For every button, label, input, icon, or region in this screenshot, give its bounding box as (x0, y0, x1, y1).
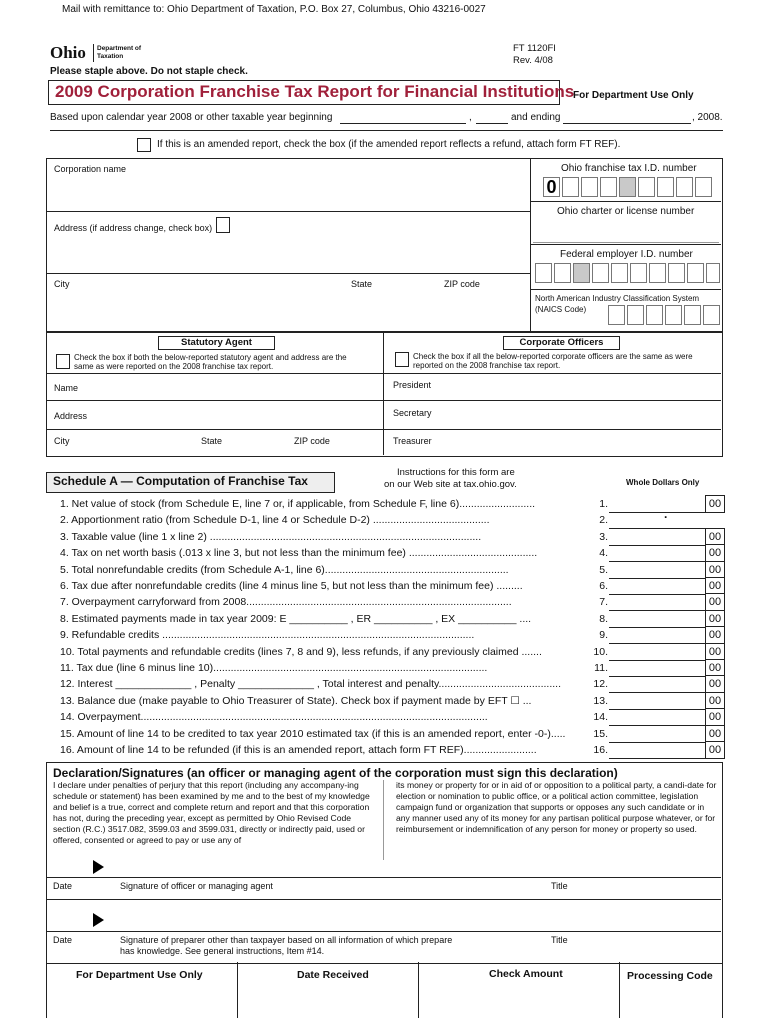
charter-label: Ohio charter or license number (557, 206, 695, 217)
footer-divider-3 (619, 962, 620, 1018)
mail-instructions: Mail with remittance to: Ohio Department of Taxation, P.O. Box 27, Columbus, Ohio 43216-0027 (62, 4, 486, 15)
naics-digit[interactable] (703, 305, 720, 325)
fein-digit[interactable] (611, 263, 628, 283)
schedule-line-amount-field[interactable] (609, 742, 725, 759)
agent-zip-label: ZIP code (294, 436, 330, 446)
amended-report-label: If this is an amended report, check the box (if the amended report reflects a refund, attach form FT REF). (157, 139, 621, 150)
beginning-date-field[interactable] (340, 123, 466, 124)
agent-check-text-1: Check the box if both the below-reported statutory agent and address are the (74, 353, 347, 362)
corporation-name-label: Corporation name (54, 164, 127, 174)
schedule-line-number: 9. (599, 629, 608, 642)
footer-divider-2 (418, 962, 419, 1018)
naics-digit[interactable] (608, 305, 625, 325)
schedule-line-text: 16. Amount of line 14 to be refunded (if this is an amended report, attach form FT REF)......................... (60, 744, 537, 756)
naics-digit[interactable] (665, 305, 682, 325)
agent-row-line-3 (46, 429, 383, 430)
agent-check-text-2: same as were reported on the 2008 franchise tax report. (74, 362, 274, 371)
ending-date-field[interactable] (563, 123, 691, 124)
franchise-id-digit[interactable] (600, 177, 617, 197)
schedule-line-number: 6. (599, 580, 608, 592)
declaration-text-left: I declare under penalties of perjury that this report (including any accompany-ing schedule or statement) has been examined by me and to the best of my knowledge and belief is a true, correct and complete return and report and that this corporation has not, during the preceding year, except as permitted by Ohio Revised Code section (R.C.) 3517.082, 3599.03 and 3599.031, directly or indirectly paid, used or offered, consented or agreed to pay or use any of (53, 780, 370, 845)
charter-number-field[interactable] (533, 221, 719, 243)
schedule-line-number: 5. (599, 563, 608, 576)
decl-separator-line (46, 899, 721, 900)
naics-digit[interactable] (627, 305, 644, 325)
agent-row-line-2 (46, 400, 383, 401)
footer-date-received: Date Received (297, 969, 369, 981)
officers-check-text-2: reported on the 2008 franchise tax report. (413, 361, 561, 370)
schedule-line-text: 4. Tax on net worth basis (.013 x line 3, but not less than the minimum fee) ............................................ (60, 547, 538, 560)
franchise-id-digit[interactable] (695, 177, 712, 197)
fein-digit[interactable] (687, 263, 704, 283)
naics-label-1: North American Industry Classification System (535, 294, 700, 303)
schedule-a-title: Schedule A — Computation of Franchise Tax (53, 474, 308, 488)
id-row-line-3 (530, 289, 721, 290)
declaration-title: Declaration/Signatures (an officer or managing agent of the corporation must sign this declaration) (53, 766, 618, 780)
schedule-line-number: 1. (599, 498, 608, 510)
year-end: , 2008. (692, 112, 723, 123)
president-label: President (393, 380, 432, 390)
corp-row-line (46, 211, 530, 212)
schedule-line-number: 13. (593, 694, 608, 707)
decimal-point: · (664, 510, 668, 524)
cents-field: 00 (705, 577, 725, 594)
fein-digit[interactable] (535, 263, 552, 283)
address-label: Address (if address change, check box) (54, 223, 213, 233)
id-row-line-2 (530, 244, 721, 245)
corp-row-line-2 (46, 273, 530, 274)
agent-name-label: Name (54, 383, 79, 393)
fein-digit[interactable] (668, 263, 685, 283)
cents-field: 00 (705, 643, 725, 660)
instructions-1: Instructions for this form are (397, 467, 515, 478)
sign-here-arrow-icon (93, 860, 104, 874)
naics-label-2: (NAICS Code) (535, 305, 587, 314)
fein-digit[interactable] (706, 263, 720, 283)
corporate-officers-tab: Corporate Officers (503, 336, 620, 350)
officers-check-text-1: Check the box if all the below-reported corporate officers are the same as were (413, 352, 693, 361)
fein-digit[interactable] (554, 263, 571, 283)
preparer-date-label: Date (53, 935, 73, 945)
cents-field: 00 (705, 675, 725, 692)
based-upon-label: Based upon calendar year 2008 or other taxable year beginning (50, 112, 333, 123)
agent-address-label: Address (54, 411, 88, 421)
ohio-logo (50, 43, 86, 63)
schedule-line-text: 13. Balance due (make payable to Ohio Treasurer of State). Check box if payment made by EFT ☐ ... (60, 694, 532, 707)
footer-dept-use: For Department Use Only (76, 969, 203, 981)
instructions-2: on our Web site at tax.ohio.gov. (384, 479, 517, 490)
schedule-line-number: 14. (593, 711, 608, 724)
cents-field: 00 (705, 593, 725, 610)
schedule-line-number: 8. (599, 612, 608, 625)
schedule-line-text: 3. Taxable value (line 1 x line 2) ............................................................................................. (60, 530, 482, 543)
logo-divider (93, 44, 94, 62)
preparer-signature-label-2: has knowledge. See general instructions, Item #14. (120, 946, 325, 956)
franchise-id-digit[interactable] (638, 177, 655, 197)
schedule-line-number: 4. (599, 547, 608, 560)
officer-signature-field[interactable] (116, 858, 716, 876)
logo-taxation: Taxation (97, 53, 124, 60)
schedule-line-text: 5. Total nonrefundable credits (from Schedule A-1, line 6)............................................................... (60, 563, 509, 576)
schedule-line-number: 16. (593, 744, 608, 756)
officer-title-label: Title (551, 881, 568, 891)
cents-field: 00 (705, 659, 725, 676)
cents-field: 00 (705, 692, 725, 709)
schedule-line-number: 10. (593, 645, 608, 658)
schedule-line-number: 2. (599, 514, 608, 527)
header-rule (50, 130, 723, 131)
schedule-line-number: 15. (593, 727, 608, 740)
staple-note: Please staple above. Do not staple check. (50, 66, 248, 77)
treasurer-label: Treasurer (393, 436, 432, 446)
cents-field: 00 (705, 626, 725, 643)
franchise-id-digit[interactable] (676, 177, 693, 197)
dept-use-header: For Department Use Only (573, 90, 694, 101)
officers-same-checkbox[interactable] (395, 352, 409, 367)
cents-field: 00 (705, 528, 725, 545)
franchise-id-field[interactable] (540, 177, 715, 199)
statutory-agent-tab: Statutory Agent (158, 336, 275, 350)
officer-date-label: Date (53, 881, 73, 891)
cents-field: 00 (705, 544, 725, 561)
franchise-id-digit[interactable] (581, 177, 598, 197)
cents-field: 00 (705, 741, 725, 758)
naics-code-field[interactable] (608, 305, 718, 327)
date-comma: , (469, 112, 472, 123)
fein-digit[interactable] (592, 263, 609, 283)
logo-wordmark: Ohio (50, 43, 86, 62)
page-title: 2009 Corporation Franchise Tax Report for Financial Institutions (55, 82, 575, 101)
address-change-checkbox[interactable] (216, 217, 230, 233)
schedule-line-text: 10. Total payments and refundable credits (lines 7, 8 and 9), less refunds, if any previously claimed ....... (60, 645, 542, 658)
agent-same-checkbox[interactable] (56, 354, 70, 369)
schedule-line-text: 11. Tax due (line 6 minus line 10).............................................................................................. (60, 662, 488, 674)
schedule-line-text: 15. Amount of line 14 to be credited to tax year 2010 estimated tax (if this is an amended report, enter -0-)..... (60, 727, 566, 740)
preparer-title-label: Title (551, 935, 568, 945)
cents-field: 00 (705, 610, 725, 627)
franchise-id-digit: 0 (543, 177, 560, 197)
preparer-sig-line (46, 931, 721, 932)
secretary-label: Secretary (393, 408, 432, 418)
schedule-line-text: 8. Estimated payments made in tax year 2009: E __________ , ER __________ , EX __________ .... (60, 612, 532, 625)
franchise-id-digit[interactable] (562, 177, 579, 197)
schedule-line-text: 6. Tax due after nonrefundable credits (line 4 minus line 5, but not less than the minimum fee) ......... (60, 580, 523, 592)
preparer-signature-label-1: Signature of preparer other than taxpayer based on all information of which prepare (120, 935, 453, 945)
cents-field: 00 (705, 708, 725, 725)
schedule-line-text: 12. Interest _____________ , Penalty _____________ , Total interest and penalty.......................................... (60, 678, 562, 691)
preparer-signature-field[interactable] (116, 911, 716, 929)
franchise-id-digit (619, 177, 636, 197)
schedule-line-number: 12. (593, 678, 608, 691)
schedule-line-text: 7. Overpayment carryforward from 2008........................................................................................... (60, 596, 512, 609)
declaration-divider (383, 780, 384, 860)
naics-digit[interactable] (646, 305, 663, 325)
agent-state-label: State (201, 436, 223, 446)
naics-digit[interactable] (684, 305, 701, 325)
zip-label: ZIP code (444, 279, 480, 289)
cents-field: 00 (705, 725, 725, 742)
schedule-line-text: 14. Overpayment....................................................................................................................... (60, 711, 488, 724)
footer-divider (237, 962, 238, 1018)
agent-officers-divider (383, 331, 384, 455)
city-label: City (54, 279, 70, 289)
cents-field: 00 (705, 495, 725, 512)
whole-dollars-label: Whole Dollars Only (626, 478, 700, 487)
beginning-year-field[interactable] (476, 123, 508, 124)
fein-label: Federal employer I.D. number (560, 249, 693, 260)
declaration-text-right: its money or property for or in aid of or opposition to a political party, a candi-date for election or nomination to public office, or a political action committee, legislation campaign fund or organization that supports or opposes any such candidate or in any manner used any of its money for any partisan political purpose whatever, or for reimbursement or indemnification of any person for money or property so used. (396, 780, 717, 834)
officers-row-line-3 (383, 429, 721, 430)
schedule-line-text: 9. Refundable credits ........................................................................................................... (60, 629, 475, 642)
officer-sig-line (46, 877, 721, 878)
schedule-line-text: 2. Apportionment ratio (from Schedule D-1, line 4 or Schedule D-2) ........................................ (60, 514, 490, 527)
officers-row-line-2 (383, 400, 721, 401)
fein-digit[interactable] (630, 263, 647, 283)
officer-signature-label: Signature of officer or managing agent (120, 881, 273, 891)
footer-check-amount: Check Amount (489, 968, 563, 980)
officers-row-line (383, 373, 721, 374)
schedule-line-number: 3. (599, 530, 608, 543)
fein-digit (573, 263, 590, 283)
form-revision: Rev. 4/08 (513, 55, 553, 66)
form-number: FT 1120FI (513, 43, 556, 54)
state-label: State (351, 279, 373, 289)
schedule-line-number: 7. (599, 596, 608, 609)
agent-officers-box (46, 331, 723, 457)
schedule-line-number: 11. (594, 662, 608, 674)
schedule-line-text: 1. Net value of stock (from Schedule E, line 7 or, if applicable, from Schedule F, line 6).......................... (60, 498, 536, 510)
logo-dept: Department of (97, 45, 142, 52)
amended-report-checkbox[interactable] (137, 138, 151, 152)
cents-field: 00 (705, 561, 725, 578)
and-ending-label: and ending (511, 112, 561, 123)
agent-row-line (46, 373, 383, 374)
id-row-line (530, 201, 721, 202)
fein-field[interactable] (535, 263, 720, 285)
agent-city-label: City (54, 436, 70, 446)
fein-digit[interactable] (649, 263, 666, 283)
franchise-id-digit[interactable] (657, 177, 674, 197)
sign-here-arrow-icon (93, 913, 104, 927)
footer-processing-code: Processing Code (627, 970, 713, 982)
franchise-id-label: Ohio franchise tax I.D. number (561, 163, 697, 174)
